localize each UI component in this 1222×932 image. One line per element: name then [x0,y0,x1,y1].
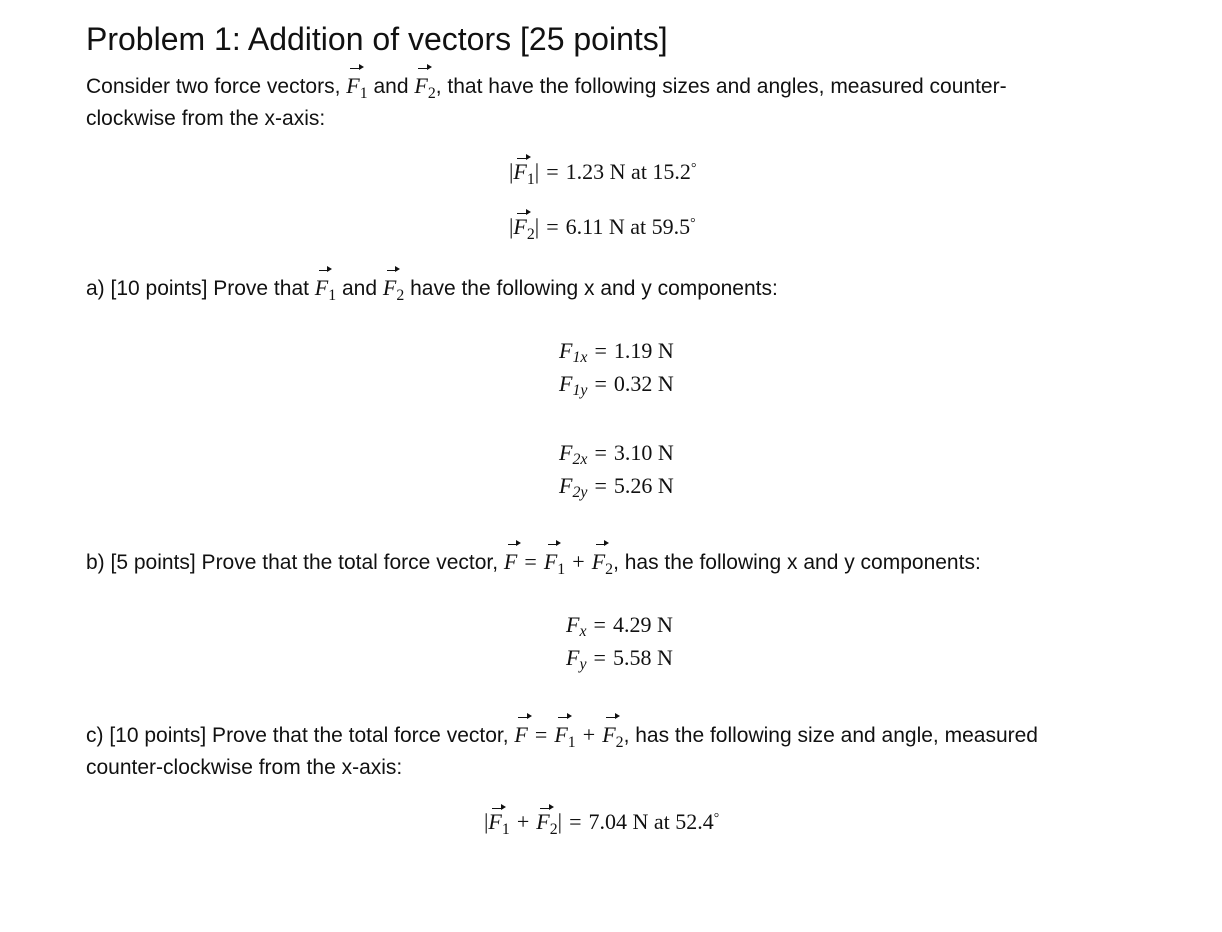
given-f1-value: 1.23 N at 15.2 [565,159,691,185]
vector-f1: $F_1$ [346,73,367,98]
vector-f2: $F_2$ [383,275,404,300]
f1y-equation: $F_{1y} = 0.32$ N [559,371,674,400]
part-a-prompt: a) [10 points] Prove that $F_1$ and $F_2$ have the following x and y components: [86,270,778,307]
intro-text-post: , that have the following sizes and angles, measured counter- [435,75,1007,99]
vector-f2: $F_2$ [414,73,435,98]
fy-equation: $F_y = 5.58$ N [566,645,673,674]
f1y-value: 0.32 N [613,371,674,396]
f2y-value: 5.26 N [613,473,674,498]
part-c-prompt-line-2: counter-clockwise from the x-axis: [86,756,403,779]
given-f1-equation: $|F_1| = 1.23$ N at 15.2° [509,159,697,188]
total-force-expression: $F = F_1 + F_2$ [504,549,613,574]
f1x-equation: $F_{1x} = 1.19$ N [559,338,674,367]
intro-line-2: clockwise from the x-axis: [86,107,326,130]
total-force-expression: $F = F_1 + F_2$ [514,722,623,747]
intro-text-pre: Consider two force vectors, [86,75,347,99]
intro-text-and: and [367,75,415,99]
part-c-prompt: c) [10 points] Prove that the total force vector, $F = F_1 + F_2$, has the following size and angle, measured [86,717,1038,754]
given-f2-equation: $|F_2| = 6.11$ N at 59.5° [509,214,696,243]
fx-value: 4.29 N [612,612,673,637]
fy-value: 5.58 N [612,645,673,670]
intro-line-1 [86,68,1007,105]
problem-title: Problem 1: Addition of vectors [25 points] [86,21,668,57]
given-f2-value: 6.11 N at 59.5 [565,214,691,240]
f1x-value: 1.19 N [613,338,674,363]
f2x-value: 3.10 N [613,440,674,465]
f2x-equation: $F_{2x} = 3.10$ N [559,440,674,469]
f2y-equation: $F_{2y} = 5.26$ N [559,473,674,502]
fx-equation: $F_x = 4.29$ N [566,612,673,641]
result-value: 7.04 N at 52.4 [588,809,714,835]
result-equation: $|F_1 + F_2| = 7.04$ N at 52.4° [484,809,720,838]
vector-f1: $F_1$ [315,275,336,300]
part-b-prompt: b) [5 points] Prove that the total force vector, $F = F_1 + F_2$, has the following x and y components: [86,544,981,581]
